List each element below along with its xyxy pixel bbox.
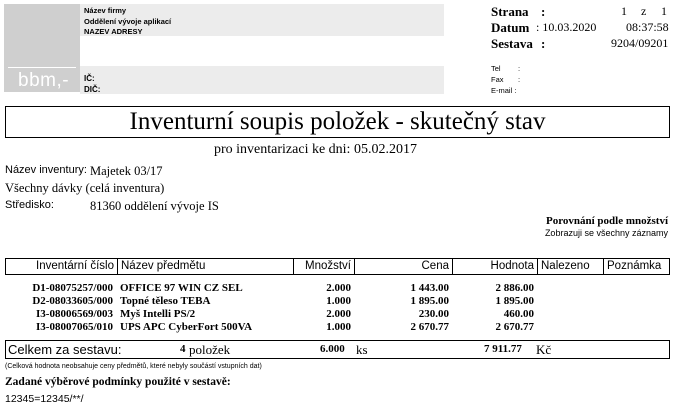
row-item-name: Topné těleso TEBA	[120, 295, 211, 307]
total-quantity: 6.000	[320, 343, 345, 355]
page-of: z	[641, 4, 647, 18]
row-price: 1 895.00	[410, 295, 449, 307]
row-price: 2 670.77	[410, 321, 449, 333]
conditions-title: Zadané výběrové podmínky použité v sestavě:	[5, 376, 231, 388]
report-number: 9204/09201	[611, 36, 669, 50]
table-row	[5, 307, 670, 321]
row-inventory-number: I3-08007065/010	[36, 321, 113, 333]
compare-title: Porovnání podle množství	[545, 215, 668, 227]
column-header-note: Poznámka	[607, 260, 662, 272]
logo-divider	[8, 67, 76, 68]
row-price: 1 443.00	[410, 282, 449, 294]
dic-label: DIČ:	[84, 85, 101, 94]
tel-label: Tel	[491, 64, 501, 73]
total-label: Celkem za sestavu:	[8, 342, 122, 357]
email-label: E-mail :	[491, 86, 517, 95]
row-value: 1 895.00	[495, 295, 534, 307]
total-currency: Kč	[536, 342, 552, 357]
column-header-item-name: Název předmětu	[118, 259, 294, 274]
total-count: 4	[180, 343, 186, 355]
row-value: 2 670.77	[495, 321, 534, 333]
table-row	[5, 294, 670, 308]
total-count-unit: položek	[189, 342, 231, 357]
row-quantity: 1.000	[326, 295, 351, 307]
row-quantity: 2.000	[326, 308, 351, 320]
company-name: Název firmy	[84, 6, 127, 15]
row-value: 2 886.00	[495, 282, 534, 294]
time-value: 08:37:58	[626, 20, 669, 34]
row-item-name: OFFICE 97 WIN CZ SEL	[120, 282, 243, 294]
center-label: Středisko:	[5, 199, 54, 211]
document-title: Inventurní soupis položek - skutečný stav	[5, 106, 670, 138]
row-price: 230.00	[418, 308, 449, 320]
center-value: 81360 oddělení vývoje IS	[90, 199, 219, 213]
tel-separator: :	[518, 64, 521, 73]
inventory-value: Majetek 03/17	[90, 164, 163, 178]
column-header-inventory-number: Inventární číslo	[6, 259, 118, 274]
company-ids	[80, 66, 444, 94]
row-item-name: Myš Intelli PS/2	[120, 308, 196, 320]
company-department: Oddělení vývoje aplikací	[84, 17, 172, 26]
total-row	[5, 340, 670, 359]
row-item-name: UPS APC CyberFort 500VA	[120, 321, 253, 333]
date-label: Datum	[491, 20, 530, 35]
total-value: 7 911.77	[484, 343, 522, 355]
row-inventory-number: D1-08075257/000	[32, 282, 113, 294]
document-subtitle: pro inventarizaci ke dni: 05.02.2017	[214, 142, 417, 157]
row-value: 460.00	[503, 308, 534, 320]
row-inventory-number: D2-08033605/000	[32, 295, 113, 307]
company-info	[80, 4, 444, 36]
page-label: Strana	[491, 4, 529, 19]
row-quantity: 1.000	[326, 321, 351, 333]
table-header	[5, 258, 670, 275]
compare-subtitle: Zobrazuji se všechny záznamy	[544, 228, 668, 238]
row-quantity: 2.000	[326, 282, 351, 294]
batches-text: Všechny dávky (celá inventura)	[5, 181, 165, 195]
value-note: (Celková hodnota neobsahuje ceny předmětů, které nebyly součástí vstupních dat)	[5, 363, 262, 370]
page-total: 1	[661, 4, 667, 18]
conditions-value: 12345=12345/**/	[5, 393, 84, 405]
page-current: 1	[621, 4, 627, 18]
company-address: NAZEV ADRESY	[84, 27, 143, 36]
logo-text: bbm,-	[18, 70, 70, 91]
table-row	[5, 320, 670, 334]
column-header-found: Nalezeno	[538, 259, 604, 274]
ic-label: IČ:	[84, 74, 95, 83]
row-inventory-number: I3-08006569/003	[36, 308, 113, 320]
fax-label: Fax	[491, 75, 504, 84]
company-logo	[4, 4, 80, 92]
fax-separator: :	[518, 75, 521, 84]
column-header-price: Cena	[355, 259, 453, 274]
report-separator: :	[541, 36, 546, 51]
report-label: Sestava	[491, 36, 533, 51]
total-quantity-unit: ks	[356, 342, 368, 357]
column-header-value: Hodnota	[453, 259, 538, 274]
inventory-label: Název inventury:	[5, 164, 87, 176]
column-header-quantity: Množství	[294, 259, 355, 274]
table-row	[5, 281, 670, 295]
date-value: : 10.03.2020	[536, 20, 597, 34]
page-separator: :	[541, 4, 546, 19]
